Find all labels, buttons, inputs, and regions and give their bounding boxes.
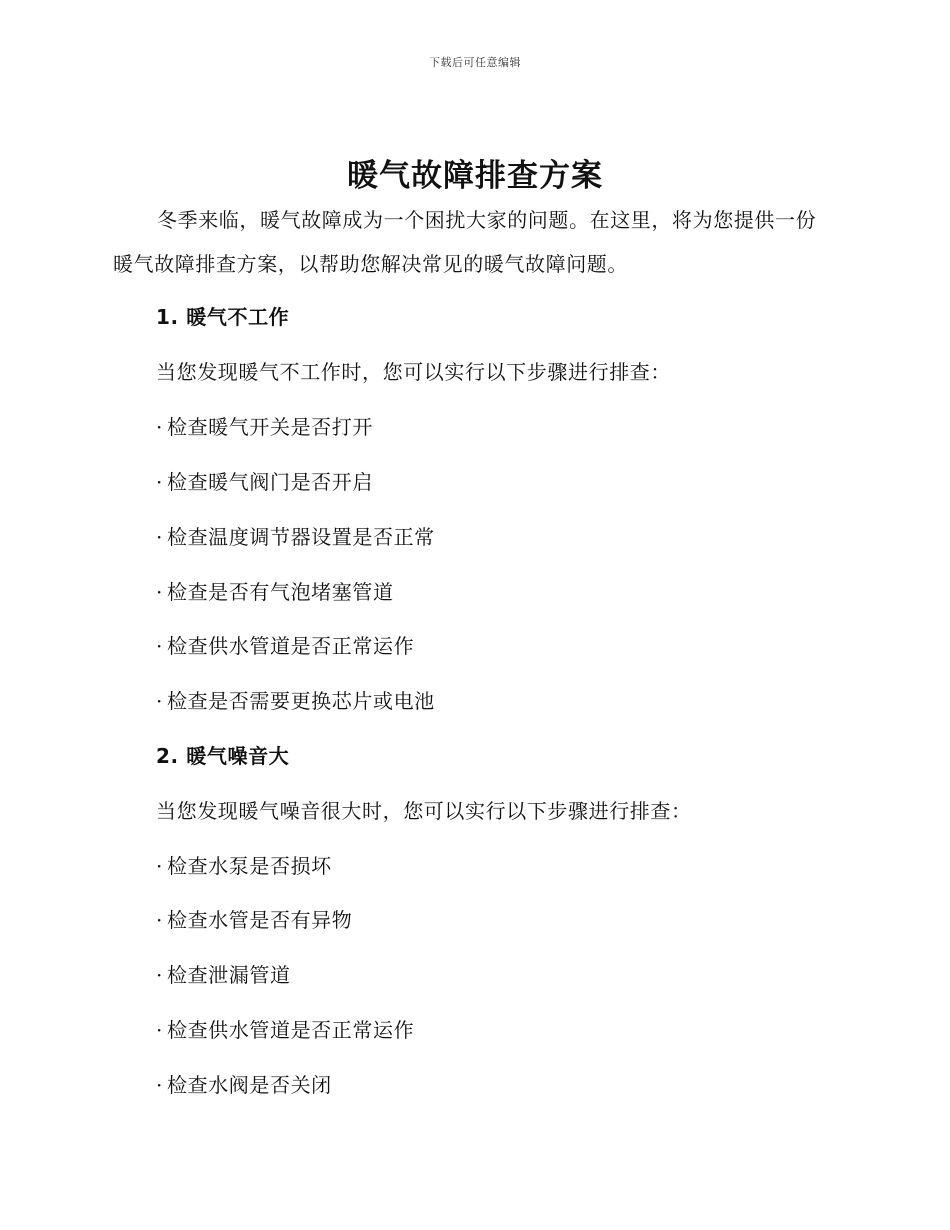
document-title: 暖气故障排查方案 [347,158,603,194]
list-item [156,577,394,607]
list-item-text: 检查是否需要更换芯片或电池 [166,689,435,713]
list-item [156,851,332,881]
list-item [156,960,291,990]
section-heading-2: 2. 暖气噪音大 [156,744,290,768]
list-item [156,412,373,442]
bullet-marker: · [156,470,163,494]
list-item-text: 检查供水管道是否正常运作 [166,1018,415,1042]
bullet-marker: · [156,908,163,932]
list-item [156,1070,332,1100]
list-item [156,467,373,497]
bullet-marker: · [156,689,163,713]
bullet-marker: · [156,1018,163,1042]
section-heading-1: 1. 暖气不工作 [156,305,290,329]
section-lead-1: 当您发现暖气不工作时，您可以实行以下步骤进行排查： [156,360,671,384]
list-item [156,686,435,716]
list-item-text: 检查水管是否有异物 [166,908,353,932]
list-item [156,522,435,552]
bullet-marker: · [156,415,163,439]
intro-paragraph: 冬季来临，暖气故障成为一个困扰大家的问题。在这里，将为您提供一份暖气故障排查方案，以帮助您解决常见的暖气故障问题。 [113,208,817,276]
list-item-text: 检查水阀是否关闭 [166,1073,332,1097]
bullet-marker: · [156,525,163,549]
list-item-text: 检查泄漏管道 [166,963,291,987]
list-item [156,905,352,935]
list-item-text: 检查是否有气泡堵塞管道 [166,580,394,604]
page-header: 下载后可任意编辑 [429,56,521,69]
bullet-marker: · [156,854,163,878]
bullet-marker: · [156,963,163,987]
list-item [156,631,414,661]
list-item-text: 检查暖气阀门是否开启 [166,470,373,494]
list-item-text: 检查暖气开关是否打开 [166,415,373,439]
list-item-text: 检查温度调节器设置是否正常 [166,525,435,549]
list-item [156,1015,414,1045]
bullet-marker: · [156,1073,163,1097]
list-item-text: 检查水泵是否损坏 [166,854,332,878]
bullet-marker: · [156,580,163,604]
bullet-marker: · [156,634,163,658]
section-lead-2: 当您发现暖气噪音很大时，您可以实行以下步骤进行排查： [156,799,692,823]
list-item-text: 检查供水管道是否正常运作 [166,634,415,658]
